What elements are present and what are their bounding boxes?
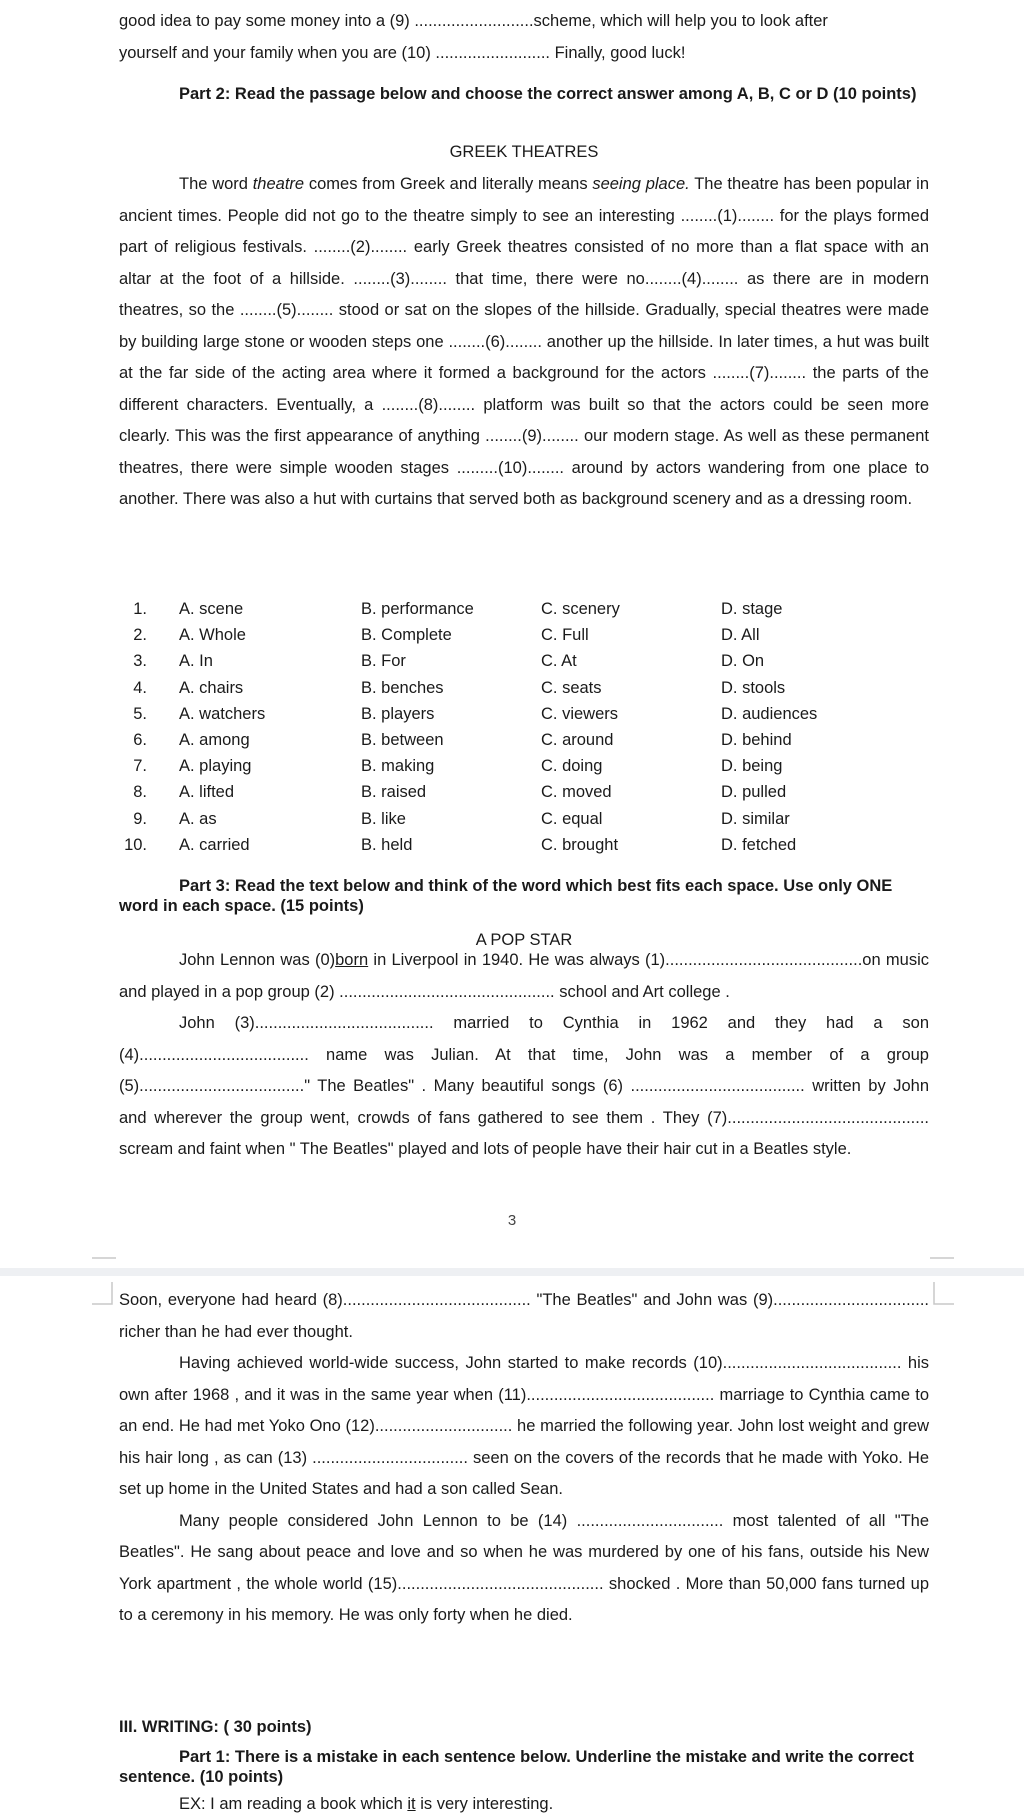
- pop-star-passage-continued: [119, 1285, 929, 1632]
- option-row: [119, 779, 939, 805]
- option-b: B. raised: [361, 783, 427, 802]
- paragraph: Soon, everyone had heard (8)......................................... "The Beatles" and John was (9).................................. richer than he had ever thought.: [119, 1291, 929, 1341]
- option-d: D. On: [721, 652, 765, 671]
- option-c: C. Full: [541, 626, 589, 645]
- option-row: [119, 622, 939, 648]
- paragraph: John (3)....................................... married to Cynthia in 1962 and they had a son (4)..................................... name was Julian. At that time, John was a member of a group (5)...................................." The Beatles" . Many beautiful songs (6) ...................................... written by John and wherever the group went, crowds of fans gathered to see them . They (7)............................................ scream and faint when " The Beatles" played and lots of people have their hair cut in a Beatles style.: [119, 1014, 929, 1158]
- option-c: C. At: [541, 652, 577, 671]
- option-a: A. as: [179, 809, 217, 828]
- multiple-choice-options: [119, 596, 939, 858]
- option-a: A. chairs: [179, 678, 244, 697]
- corner-mark-icon: [92, 1244, 116, 1268]
- corner-mark-icon: [92, 1282, 116, 1306]
- question-number: 3.: [133, 652, 147, 671]
- option-b: B. like: [361, 809, 406, 828]
- option-row: [119, 675, 939, 701]
- option-c: C. around: [541, 730, 614, 749]
- option-c: C. moved: [541, 783, 612, 802]
- greek-theatres-passage: The word theatre comes from Greek and literally means seeing place. The theatre has been popular in ancient times. People did not go to the theatre simply to see an interesting ........(1)........ for the plays formed part of religious festivals. ........(2)........ early Greek theatres consisted of no more than a flat space with an altar at the foot of a hillside. ........(3)........ that time, there were no........(4)........ as there are in modern theatres, so the ........(5)........ stood or sat on the slopes of the hillside. Gradually, special theatres were made by building large stone or wooden steps one ........(6)........ another up the hillside. In later times, a hut was built at the far side of the acting area where it formed a background for the actors ........(7)........ the parts of the different characters. Eventually, a ........(8)........ platform was built so that the actors could be seen more clearly. This was the first appearance of anything ........(9)........ our modern stage. As well as these permanent theatres, there were simple wooden stages .........(10)........ around by actors wandering from one place to another. There was also a hut with curtains that served both as background scenery and as a dressing room.: [119, 175, 929, 508]
- writing-example: EX: I am reading a book which it is very interesting.: [179, 1795, 554, 1813]
- option-b: B. between: [361, 730, 444, 749]
- question-number: 7.: [133, 757, 147, 776]
- italic-word: seeing place.: [592, 175, 690, 193]
- greek-theatres-title: GREEK THEATRES: [449, 143, 599, 161]
- question-number: 9.: [133, 809, 147, 828]
- option-row: [119, 596, 939, 622]
- question-number: 8.: [133, 783, 147, 802]
- option-a: A. In: [179, 652, 213, 671]
- mistake-underlined: it: [407, 1795, 416, 1813]
- option-a: A. among: [179, 730, 250, 749]
- writing-heading: III. WRITING: ( 30 points): [119, 1718, 312, 1736]
- document-page-4: [0, 1276, 1024, 1820]
- option-row: [119, 806, 939, 832]
- option-a: A. scene: [179, 600, 244, 618]
- corner-mark-icon: [930, 1244, 954, 1268]
- option-c: C. doing: [541, 757, 603, 776]
- option-d: D. All: [721, 626, 760, 645]
- option-c: C. seats: [541, 678, 602, 697]
- option-d: D. pulled: [721, 783, 787, 802]
- question-number: 1.: [133, 600, 147, 618]
- option-a: A. Whole: [179, 626, 246, 645]
- text-line: good idea to pay some money into a (9) ..........................scheme, which will help you to look after: [119, 12, 828, 30]
- question-number: 4.: [133, 678, 147, 697]
- writing-part1-heading: Part 1: There is a mistake in each sentence below. Underline the mistake and write the correct sentence. (10 points): [119, 1748, 914, 1786]
- option-c: C. scenery: [541, 600, 620, 618]
- paragraph: Having achieved world-wide success, John started to make records (10)....................................... his own after 1968 , and it was in the same year when (11)......................................... marriage to Cynthia came to an end. He had met Yoko Ono (12).............................. he married the following year. John lost weight and grew his hair long , as can (13) .................................. seen on the covers of the records that he made with Yoko. He set up home in the United States and had a son called Sean.: [119, 1354, 929, 1498]
- option-b: B. held: [361, 835, 413, 854]
- paragraph: John Lennon was (0)born in Liverpool in 1940. He was always (1)...........................................on music and played in a pop group (2) ............................................... school and Art college .: [119, 951, 929, 1001]
- italic-word: theatre: [252, 175, 305, 193]
- option-row: [119, 701, 939, 727]
- option-d: D. audiences: [721, 704, 818, 723]
- option-a: A. watchers: [179, 704, 266, 723]
- page-separator: [0, 1268, 1024, 1276]
- option-d: D. similar: [721, 809, 790, 828]
- option-c: C. brought: [541, 835, 619, 854]
- option-b: B. For: [361, 652, 406, 671]
- option-row: [119, 753, 939, 779]
- option-a: A. lifted: [179, 783, 235, 802]
- pop-star-title: A POP STAR: [475, 931, 573, 949]
- corner-mark-icon: [930, 1282, 954, 1306]
- page-number: 3: [507, 1212, 517, 1229]
- option-b: B. making: [361, 757, 435, 776]
- option-c: C. equal: [541, 809, 603, 828]
- question-number: 5.: [133, 704, 147, 723]
- option-b: B. performance: [361, 600, 474, 618]
- option-b: B. Complete: [361, 626, 452, 645]
- option-b: B. players: [361, 704, 435, 723]
- option-row: [119, 648, 939, 674]
- pop-star-passage: [119, 945, 929, 1166]
- part3-heading: Part 3: Read the text below and think of the word which best fits each space. Use only ONE word in each space. (15 points): [119, 877, 893, 915]
- option-row: [119, 727, 939, 753]
- option-row: [119, 832, 939, 858]
- option-d: D. stools: [721, 678, 786, 697]
- text-line: yourself and your family when you are (10) ......................... Finally, good luck!: [119, 43, 686, 62]
- option-a: A. playing: [179, 757, 252, 776]
- part2-heading: Part 2: Read the passage below and choose the correct answer among A, B, C or D (10 points): [179, 85, 917, 103]
- option-c: C. viewers: [541, 704, 619, 723]
- example-answer: born: [335, 951, 369, 969]
- paragraph: Many people considered John Lennon to be (14) ................................ most talented of all "The Beatles". He sang about peace and love and so when he was murdered by one of his fans, outside his New York apartment , the whole world (15)............................................. shocked . More than 50,000 fans turned up to a ceremony in his memory. He was only forty when he died.: [119, 1511, 929, 1624]
- question-number: 6.: [133, 730, 147, 749]
- option-d: D. behind: [721, 730, 792, 749]
- previous-text-ending: [119, 6, 929, 69]
- question-number: 10.: [124, 835, 147, 854]
- question-number: 2.: [133, 626, 147, 645]
- option-d: D. stage: [721, 600, 783, 618]
- option-d: D. being: [721, 757, 783, 776]
- option-d: D. fetched: [721, 835, 797, 854]
- option-a: A. carried: [179, 835, 250, 854]
- option-b: B. benches: [361, 678, 444, 697]
